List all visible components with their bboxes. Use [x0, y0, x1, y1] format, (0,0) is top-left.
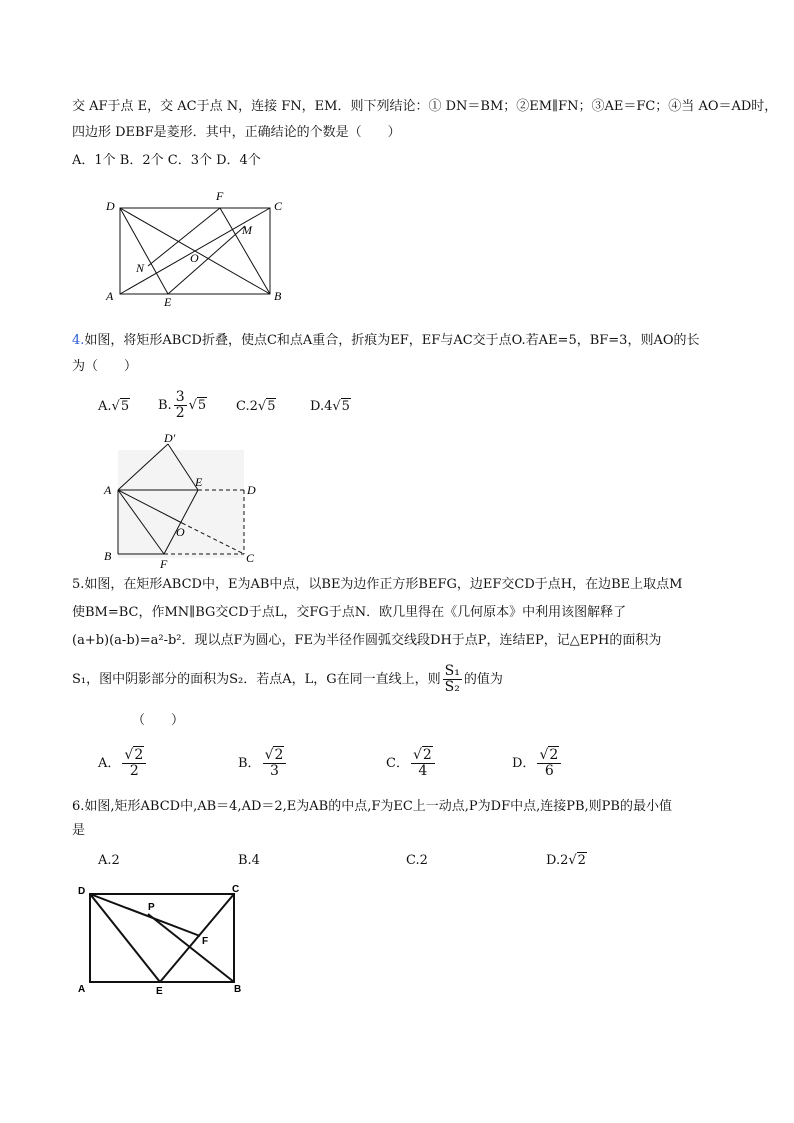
q5-option-b: B． $\frac{√2}{3}$ — [238, 748, 288, 779]
q5-text-line1: 5.如图，在矩形ABCD中，E为AB中点，以BE为边作正方形BEFG，边EF交CD于点H，在边BE上取点M — [72, 577, 683, 592]
q4-label-O: O — [176, 525, 185, 539]
q6-label-B: B — [234, 984, 242, 995]
q5-paren: （ ） — [132, 713, 185, 728]
q3-label-N: N — [136, 261, 145, 275]
q4-figure — [98, 430, 268, 570]
q6-figure — [74, 884, 254, 999]
q4-option-b: B. $\frac{3}{2}$ √5 — [158, 389, 207, 421]
q6-label-A: A — [78, 984, 86, 995]
q3-text-line2: 四边形 DEBF是菱形．其中，正确结论的个数是（ ） — [72, 125, 401, 140]
q4-text-line1 — [72, 332, 700, 350]
q4-option-a: A.√5 — [98, 399, 130, 414]
q5-option-a: A． $\frac{√2}{2}$ — [98, 748, 148, 779]
q3-label-E: E — [164, 295, 172, 309]
q6-text-line2: 是 — [72, 823, 86, 838]
q6-option-c: C.2 — [406, 853, 428, 868]
q4-number: 4. — [72, 333, 85, 348]
q5-text-line2: 使BM=BC，作MN∥BG交CD于点L，交FG于点N．欧几里得在《几何原本》中利用该图解释了 — [72, 605, 627, 620]
q4-label-D: D — [247, 483, 256, 497]
q3-label-O: O — [190, 251, 199, 265]
q3-label-B: B — [274, 289, 282, 303]
q4-label-B: B — [104, 549, 112, 563]
q4-option-c: C.2√5 — [236, 399, 276, 414]
q4-text-line2: 为（ ） — [72, 359, 138, 374]
q5-text-line4: S₁，图中阴影部分的面积为S₂．若点A，L，G在同一直线上，则 $\frac{\text{S₁}}{\text{S₂}}$ 的值为 — [72, 663, 503, 695]
q6-label-F: F — [202, 936, 209, 947]
q3-label-F: F — [216, 190, 224, 203]
q4-label-F: F — [160, 557, 168, 570]
q6-label-P: P — [148, 902, 155, 913]
q4-stem: 如图，将矩形ABCD折叠，使点C和点A重合，折痕为EF，EF与AC交于点O.若AE=5，BF=3，则AO的长 — [84, 333, 700, 348]
q5-option-c: C． $\frac{√2}{4}$ — [386, 748, 437, 779]
q3-options: A．1个 B．2个 C．3个 D．4个 — [72, 153, 261, 168]
q6-option-b: B.4 — [238, 853, 260, 868]
q3-label-A: A — [106, 289, 114, 303]
q6-label-C: C — [232, 884, 240, 895]
q4-label-A: A — [104, 483, 112, 497]
q6-label-E: E — [156, 986, 163, 997]
q4-label-Dprime: D′ — [164, 431, 176, 445]
q6-option-a: A.2 — [98, 853, 120, 868]
q6-text-line1: 6.如图,矩形ABCD中,AB＝4,AD＝2,E为AB的中点,F为EC上一动点,P为DF中点,连接PB,则PB的最小值 — [72, 799, 672, 814]
q5-text-line3: (a+b)(a-b)=a²-b²．现以点F为圆心，FE为半径作圆弧交线段DH于点P，连结EP，记△EPH的面积为 — [72, 633, 662, 648]
q4-label-C: C — [246, 551, 255, 565]
q3-figure — [100, 190, 320, 310]
q3-label-M: M — [242, 223, 252, 237]
q3-label-C: C — [274, 199, 283, 213]
q3-text-line1: 交 AF于点 E，交 AC于点 N，连接 FN，EM．则下列结论：① DN＝BM；②EM∥FN；③AE＝FC；④当 AO＝AD时， — [72, 99, 778, 114]
q6-option-d: D.2√2 — [546, 853, 586, 868]
q6-label-D: D — [78, 886, 86, 897]
q5-option-d: D． $\frac{√2}{6}$ — [512, 748, 563, 779]
q4-option-d: D.4√5 — [310, 399, 350, 414]
q3-label-D: D — [106, 199, 115, 213]
q4-label-E: E — [195, 475, 203, 489]
